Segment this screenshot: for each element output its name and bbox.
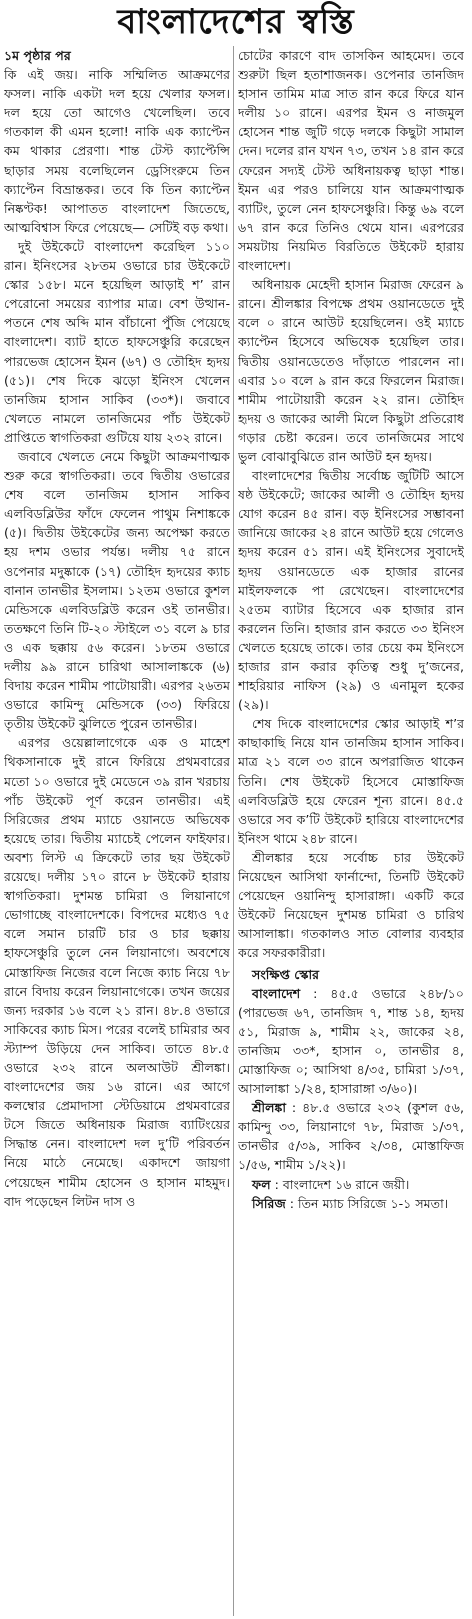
scorecard-bangladesh — [238, 984, 464, 1099]
article-paragraph: বাংলাদেশের দ্বিতীয় সর্বোচ্চ জুটিটি আসে ষষ্ঠ উইকেটে; জাকের আলী ও তৌহিদ হৃদয় যোগ করেন ৪৫ রান। বড় ইনিংসের সম্ভাবনা জানিয়ে জাকের ২৪ রানে আউট হয়ে গেলেও হৃদয় করেন ৫১ রান। এই ইনিংসের সুবাদেই হৃদয় ওয়ানডেতে এক হাজার রানের মাইলফলকে পা রেখেছেন। বাংলাদেশের ২৫তম ব্যাটার হিসেবে এক হাজার রান করলেন তিনি। হাজার রান করতে ৩৩ ইনিংস খেলতে হয়েছে তাকে। তার চেয়ে কম ইনিংসে হাজার রান করার কৃতিত্ব শুধু দু’জনের, শাহরিয়ার নাফিস (২৯) ও এনামুল হকের (২৯)। — [238, 468, 464, 713]
article-paragraph: শেষ দিকে বাংলাদেশের স্কোর আড়াই শ’র কাছাকাছি নিয়ে যান তানজিম হাসান সাকিব। মাত্র ২১ বলে ৩৩ রানে অপরাজিত থাকেন তিনি। শেষ উইকেট হিসেবে মোস্তাফিজ এলবিডব্লিউ হয়ে ফেরেন শূন্য রানে। ৪৫.৫ ওভারে সব ক’টি উইকেট হারিয়ে বাংলাদেশের ইনিংস থামে ২৪৮ রানে। — [238, 716, 464, 846]
result-label: ফল — [252, 1176, 271, 1192]
scorecard-team-label: বাংলাদেশ — [252, 985, 301, 1001]
article-paragraph: কি এই জয়। নাকি সম্মিলিত আক্রমণের ফসল। নাকি একটা দল হয়ে খেলার ফসল। দল হয়ে তো আগেও খেলেছিল। তবে গতকাল কী এমন হলো! নাকি এক ক্যাপ্টেন কম থাকার প্রেরণা। শান্ত টেস্ট ক্যাপ্টেন্সি ছাড়ার সময় বলেছিলেন ড্রেসিংরুমে তিন ক্যাপ্টেন বিভ্রান্তকর। তবে কি তিন ক্যাপ্টেন নিষ্কণ্টক! আপাতত বাংলাদেশ জিতেছে, আত্মবিশ্বাস ফিরে পেয়েছে— সেটিই বড় কথা। — [4, 67, 230, 235]
scorecard-team-label: শ্রীলঙ্কা — [252, 1100, 287, 1116]
scorecard-heading: সংক্ষিপ্ত স্কোর — [252, 966, 320, 982]
result-text: : বাংলাদেশ ১৬ রানে জয়ী। — [274, 1176, 410, 1192]
series-label: সিরিজ — [252, 1195, 286, 1211]
scorecard-result — [238, 1175, 464, 1194]
article-paragraph: এরপর ওয়েল্লালাগেকে এক ও মাহেশ থিকসানাকে দুই রানে ফিরিয়ে প্রথমবারের মতো ১০ ওভারে দুই মেডেনে ৩৯ রান খরচায় পাঁচ উইকেট পূর্ণ করেন তানভীর। এই সিরিজের প্রথম ম্যাচে ওয়ানডে অভিষেক হয়েছে তার। দ্বিতীয় ম্যাচেই পেলেন ফাইফার। অবশ্য লিস্ট এ ক্রিকেটে তার ছয় উইকেট রয়েছে। দলীয় ১৭০ রানে ৮ উইকেট হারায় স্বাগতিকরা। দুশমন্ত চামিরা ও লিয়ানাগে ভোগাচ্ছে বাংলাদেশকে। বিপদের মধ্যেও ৭৫ বলে সমান চারটি চার ও চার ছক্কায় হাফসেঞ্চুরি তুলে নেন লিয়ানাগে। অবশেষে মোস্তাফিজ নিজের বলে নিজে ক্যাচ নিয়ে ৭৮ রানে বিদায় করেন লিয়ানাগেকে। তখন জয়ের জন্য দরকার ১৬ বলে ২১ রান। ৪৮.৪ ওভারে সাকিবের ক্যাচ মিস। পরের বলেই চামিরার অব স্ট্যাম্প উড়িয়ে দেন সাকিব। তাতে ৪৮.৫ ওভারে ২৩২ রানে অলআউট শ্রীলঙ্কা। বাংলাদেশের জয় ১৬ রানে। এর আগে কলম্বোর প্রেমাদাসা স্টেডিয়ামে প্রথমবারের টসে জিতে অধিনায়ক মিরাজ ব্যাটিংয়ের সিদ্ধান্ত নেন। বাংলাদেশ দল দু’টি পরিবর্তন নিয়ে মাঠে নেমেছে। একাদশে জায়গা পেয়েছেন শামীম হোসেন ও হাসান মাহমুদ। বাদ পড়েছেন লিটন দাস ও — [4, 735, 230, 1209]
article-headline: বাংলাদেশের স্বস্তি — [117, 2, 355, 42]
article-paragraph: চোটের কারণে বাদ তাসকিন আহমেদ। তবে শুরুটা ছিল হতাশাজনক। ওপেনার তানজিদ হাসান তামিম মাত্র সাত রান করে ফিরে যান দলীয় ১০ রানে। এরপর ইমন ও নাজমুল হোসেন শান্ত জুটি গড়ে দলকে কিছুটা সামাল দেন। দলের রান যখন ৭৩, তখন ১৪ রান করে ফেরেন সদ্যই টেস্ট অধিনায়কত্ব ছাড়া শান্ত। ইমন এর পরও চালিয়ে যান আক্রমণাত্মক ব্যাটিং, তুলে নেন হাফসেঞ্চুরি। কিন্তু ৬৯ বলে ৬৭ রান করে তিনিও থেমে যান। এরপরের সময়টায় নিয়মিত বিরতিতে উইকেট হারায় বাংলাদেশ। — [238, 48, 464, 274]
article-paragraph: অধিনায়ক মেহেদী হাসান মিরাজ ফেরেন ৯ রানে। শ্রীলঙ্কার বিপক্ষে প্রথম ওয়ানডেতে দুই বলে ০ রানে আউট হয়েছিলেন। ওই ম্যাচে ক্যাপ্টেন হিসেবে অভিষেক হয়েছিল তার। দ্বিতীয় ওয়ানডেতেও দাঁড়াতে পারলেন না। এবার ১০ বলে ৯ রান করে ফিরলেন মিরাজ। শামীম পাটোয়ারী করেন ২২ রান। তৌহিদ হৃদয় ও জাকের আলী মিলে কিছুটা প্রতিরোধ গড়ার চেষ্টা করেন। তবে তানজিমের সাথে ভুল বোঝাবুঝিতে রান আউট হন হৃদয়। — [238, 277, 464, 464]
scorecard-line: : ৪৫.৫ ওভারে ২৪৮/১০ (পারভেজ ৬৭, তানজিদ ৭, শান্ত ১৪, হৃদয় ৫১, মিরাজ ৯, শামীম ২২, জাকের ২৪, তানজিম ৩৩*, হাসান ০, তানভীর ৪, মোস্তাফিজ ০; আসিথা ৪/৩৫, চামিরা ১/৩৭, আসালাঙ্কা ১/২৪, হাসারাঙ্গা ৩/৬০)। — [238, 985, 464, 1097]
article-kicker: ১ম পৃষ্ঠার পর — [4, 48, 71, 63]
article-column-left — [4, 46, 230, 1616]
scorecard-line: : ৪৮.৫ ওভারে ২৩২ (কুশল ৫৬, কামিন্দু ৩৩, লিয়ানাগে ৭৮, মিরাজ ১/৩৭, তানভীর ৫/৩৯, সাকিব ২/৩৪, মোস্তাফিজ ১/৫৬, শামীম ১/২২)। — [238, 1100, 464, 1173]
scorecard-series — [238, 1194, 464, 1213]
article-paragraph: জবাবে খেলতে নেমে কিছুটা আক্রমণাত্মক শুরু করে স্বাগতিকরা। তবে দ্বিতীয় ওভারের শেষ বলে তানজিম হাসান সাকিব এলবিডব্লিউর ফাঁদে ফেলেন পাথুম নিশাঙ্ককে (৫)। দ্বিতীয় উইকেটের জন্য অপেক্ষা করতে হয় দশম ওভার পর্যন্ত। দলীয় ৭৫ রানে ওপেনার মদুষ্কাকে (১৭) তৌহিদ হৃদয়ের ক্যাচ বানান তানভীর ইসলাম। ১২তম ওভারে কুশল মেন্ডিসকে এলবিডব্লিউ করেন ওই তানভীর। ততক্ষণে তিনি টি-২০ স্টাইলে ৩১ বলে ৯ চার ও এক ছক্কায় ৫৬ করেন। ১৮তম ওভারে দলীয় ৯৯ রানে চারিথা আসালাঙ্ককে (৬) বিদায় করেন শামীম পাটোয়ারী। এরপর ২৬তম ওভারে কামিন্দু মেন্ডিসকে (৩৩) ফিরিয়ে তৃতীয় উইকেট ঝুলিতে পুরেন তানভীর। — [4, 448, 230, 732]
column-divider — [233, 46, 234, 1616]
series-text: : তিন ম্যাচ সিরিজে ১-১ সমতা। — [289, 1195, 449, 1211]
article-paragraph: দুই উইকেটে বাংলাদেশ করেছিল ১১০ রান। ইনিংসের ২৮তম ওভারে চার উইকেটে স্কোর ১৫৮। মনে হয়েছিল আড়াই শ’ রান পেরোনো সময়ের ব্যাপার মাত্র। বেশ উত্থান-পতনে শেষ অব্দি মান বাঁচানো পুঁজি পেয়েছে বাংলাদেশ। ব্যাট হাতে হাফসেঞ্চুরি করেছেন পারভেজ হোসেন ইমন (৬৭) ও তৌহিদ হৃদয় (৫১)। শেষ দিকে ঝড়ো ইনিংস খেলেন তানজিম হাসান সাকিব (৩৩*)। জবাবে খেলতে নামলে তানজিমের পাঁচ উইকেট প্রাপ্তিতে স্বাগতিকরা গুটিয়ে যায় ২৩২ রানে। — [4, 238, 230, 445]
article-paragraph: শ্রীলঙ্কার হয়ে সর্বোচ্চ চার উইকেট নিয়েছেন আসিথা ফার্নান্দো, তিনটি উইকেট পেয়েছেন ওয়ানিন্দু হাসারাঙ্গা। একটি করে উইকেট নিয়েছেন দুশমন্ত চামিরা ও চারিথ আসালাঙ্কা। গতকালও সাত বোলার ব্যবহার করে সফরকারীরা। — [238, 849, 464, 961]
scorecard-srilanka — [238, 1098, 464, 1174]
article-column-right — [238, 46, 464, 1616]
